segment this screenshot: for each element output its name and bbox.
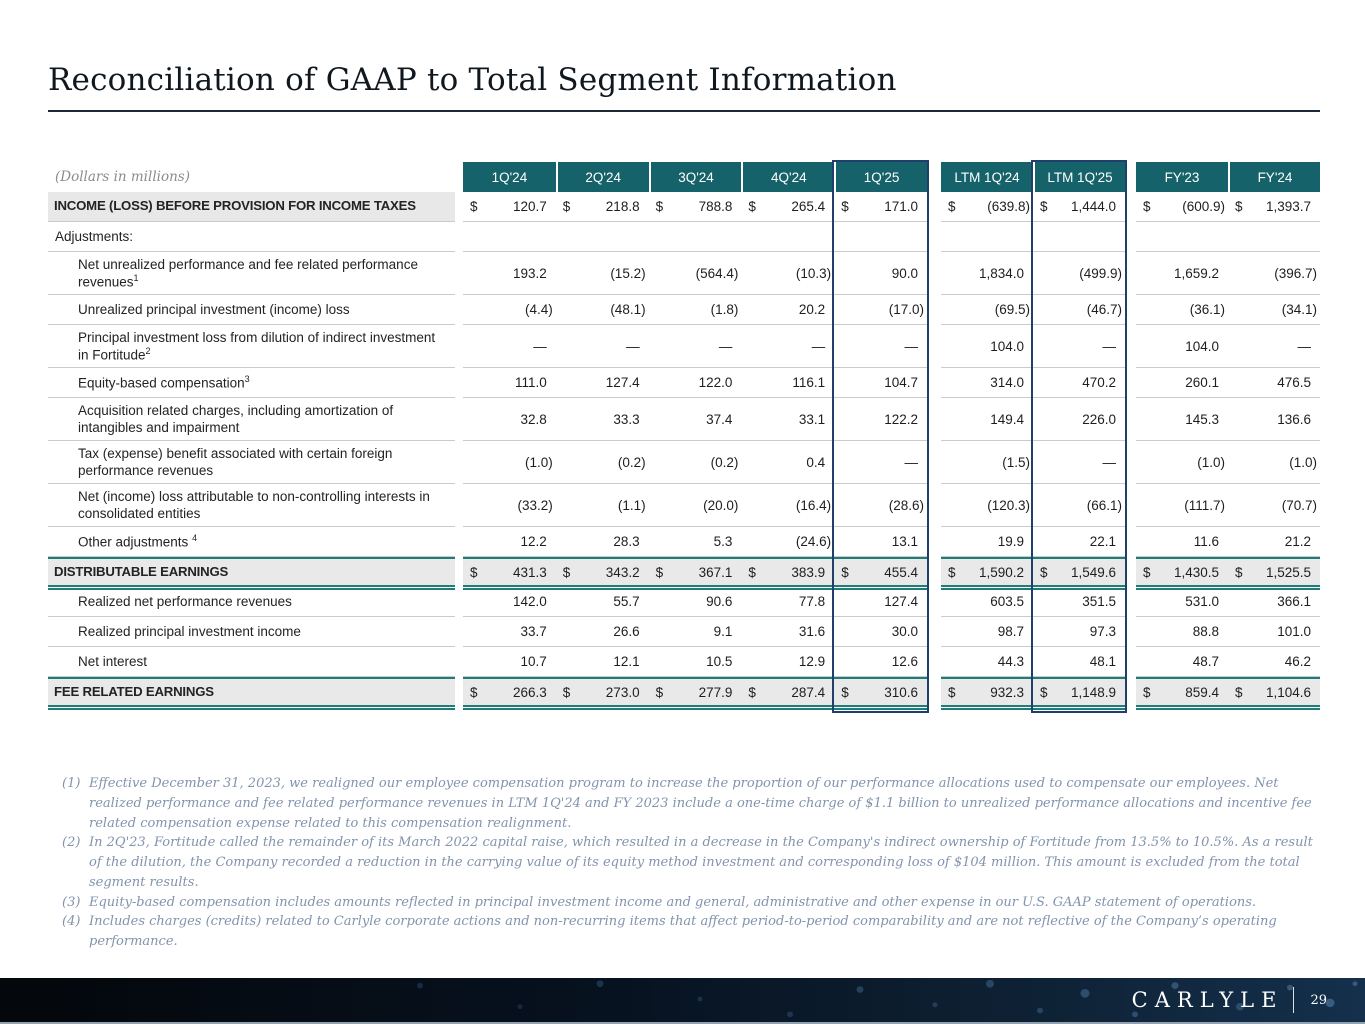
value-cell: $ 932.3 xyxy=(948,684,1024,700)
value-cell: 1,834.0 xyxy=(978,265,1024,281)
value-cell: (46.7) xyxy=(1086,302,1122,317)
value-cell: (499.9) xyxy=(1079,265,1122,281)
table-body xyxy=(48,162,1320,707)
value-cell: $ 287.4 xyxy=(748,684,826,700)
footnote: (2) In 2Q'23, Fortitude called the remainder of its March 2022 capital raise, which resulted in a decrease in the Company's indirect ownership of Fortitude from 13.5% to 10.5%. As a result of the dilution, the Company recorded a reduction in the carrying value of its equity method investment and corresponding loss of $104 million. This amount is excluded from the total segment results. xyxy=(62,835,1313,890)
value-cell: — xyxy=(1102,338,1116,354)
row-label: Net (income) loss attributable to non-controlling interests in consolidated entities xyxy=(78,489,430,521)
value-cell: 12.9 xyxy=(798,654,826,669)
value-cell: $ 788.8 xyxy=(655,199,733,214)
value-cell: $ 277.9 xyxy=(655,684,733,700)
value-cell: 127.4 xyxy=(884,594,918,609)
table-row xyxy=(48,398,1320,441)
value-cell: 30.0 xyxy=(891,624,918,639)
value-cell: 55.7 xyxy=(613,594,640,609)
value-cell: (20.0) xyxy=(703,497,739,513)
column-header: FY'23 xyxy=(1136,162,1228,192)
value-cell: $ 1,525.5 xyxy=(1235,564,1311,580)
value-cell: $ 859.4 xyxy=(1143,684,1219,700)
value-cell: 13.1 xyxy=(891,534,918,549)
column-header: 1Q'24 xyxy=(463,162,556,192)
value-cell: (69.5) xyxy=(994,302,1030,317)
value-cell: 104.0 xyxy=(990,338,1024,354)
value-cell xyxy=(941,222,1033,251)
value-cell: (1.0) xyxy=(1289,454,1317,470)
value-cell: 122.0 xyxy=(698,375,733,390)
value-cell: (1.1) xyxy=(617,497,646,513)
table-row xyxy=(48,677,1320,707)
value-cell: 19.9 xyxy=(997,534,1024,549)
value-cell: 12.2 xyxy=(520,534,547,549)
page-title: Reconciliation of GAAP to Total Segment Information xyxy=(48,62,897,98)
value-cell: 603.5 xyxy=(990,594,1024,609)
value-cell: 101.0 xyxy=(1277,624,1311,639)
value-cell: 136.6 xyxy=(1277,411,1311,427)
value-cell: 97.3 xyxy=(1089,624,1116,639)
table-row xyxy=(48,647,1320,677)
value-cell: 88.8 xyxy=(1192,624,1219,639)
column-header: 1Q'25 xyxy=(834,162,927,192)
title-rule xyxy=(48,110,1320,112)
value-cell: (111.7) xyxy=(1184,497,1225,513)
row-label: DISTRIBUTABLE EARNINGS xyxy=(54,563,229,579)
column-header: 2Q'24 xyxy=(556,162,649,192)
value-cell: (564.4) xyxy=(695,265,739,281)
row-label: Tax (expense) benefit associated with certain foreign performance revenues xyxy=(78,446,393,478)
value-cell: 12.1 xyxy=(613,654,640,669)
footnote: (4) Includes charges (credits) related to Carlyle corporate actions and non-recurring items that affect period-to-period comparability and are not reflective of the Company’s operating performance. xyxy=(62,914,1277,949)
value-cell: (15.2) xyxy=(610,265,646,281)
value-cell: $ 273.0 xyxy=(562,684,640,700)
carlyle-logo: CARLYLE xyxy=(1131,988,1284,1012)
table-row xyxy=(48,441,1320,484)
value-cell: 142.0 xyxy=(513,594,547,609)
value-cell: (10.3) xyxy=(795,265,832,281)
value-cell xyxy=(741,222,834,251)
column-header: LTM 1Q'25 xyxy=(1033,162,1125,192)
value-cell: 9.1 xyxy=(713,624,733,639)
table-row xyxy=(48,192,1320,222)
value-cell: $ 1,393.7 xyxy=(1235,199,1311,214)
table-row xyxy=(48,587,1320,617)
value-cell: (396.7) xyxy=(1274,265,1317,281)
value-cell: — xyxy=(811,338,826,354)
value-cell: (48.1) xyxy=(610,302,646,317)
value-cell: 314.0 xyxy=(990,375,1024,390)
value-cell: (33.2) xyxy=(517,497,553,513)
value-cell: 10.5 xyxy=(706,654,733,669)
value-cell: 127.4 xyxy=(605,375,640,390)
table-header-row xyxy=(48,162,1320,192)
value-cell: (1.0) xyxy=(525,454,553,470)
value-cell: 44.3 xyxy=(997,654,1024,669)
value-cell xyxy=(463,222,556,251)
value-cell: 11.6 xyxy=(1193,534,1219,549)
value-cell: $ 266.3 xyxy=(470,684,547,700)
value-cell: 226.0 xyxy=(1082,411,1116,427)
value-cell: 33.1 xyxy=(798,411,826,427)
value-cell: (0.2) xyxy=(710,454,739,470)
value-cell: 366.1 xyxy=(1277,594,1311,609)
value-cell: 470.2 xyxy=(1082,375,1116,390)
value-cell: 145.3 xyxy=(1185,411,1219,427)
value-cell: 90.6 xyxy=(706,594,733,609)
value-cell: (70.7) xyxy=(1281,497,1317,513)
footnotes xyxy=(62,774,1314,952)
value-cell: $ 431.3 xyxy=(470,564,547,580)
value-cell: 48.7 xyxy=(1192,654,1219,669)
value-cell: — xyxy=(533,338,547,354)
value-cell: 21.2 xyxy=(1284,534,1311,549)
value-cell: $ 218.8 xyxy=(562,199,640,214)
value-cell: $ 310.6 xyxy=(841,684,918,700)
value-cell: (1.0) xyxy=(1197,454,1225,470)
value-cell: $ 343.2 xyxy=(562,564,640,580)
value-cell: 111.0 xyxy=(515,375,547,390)
value-cell: 32.8 xyxy=(520,411,547,427)
table-row xyxy=(48,527,1320,557)
value-cell: (16.4) xyxy=(795,497,832,513)
value-cell: 33.7 xyxy=(520,624,547,639)
value-cell: $ 455.4 xyxy=(841,564,918,580)
value-cell: 260.1 xyxy=(1185,375,1219,390)
value-cell: — xyxy=(904,454,918,470)
row-label: FEE RELATED EARNINGS xyxy=(54,683,214,699)
table-row xyxy=(48,484,1320,527)
value-cell: (34.1) xyxy=(1281,302,1317,317)
table-row xyxy=(48,222,1320,252)
column-header: LTM 1Q'24 xyxy=(941,162,1033,192)
value-cell: (17.0) xyxy=(888,302,924,317)
value-cell: 476.5 xyxy=(1277,375,1311,390)
column-header: FY'24 xyxy=(1228,162,1320,192)
value-cell: 116.1 xyxy=(792,375,826,390)
value-cell: (66.1) xyxy=(1086,497,1122,513)
value-cell: 26.6 xyxy=(613,624,640,639)
table-row xyxy=(48,557,1320,587)
row-label: Net unrealized performance and fee related performance revenues$^1$ xyxy=(78,256,418,290)
value-cell: $ 383.9 xyxy=(748,564,826,580)
page-number: 29 xyxy=(1310,992,1327,1008)
value-cell: (1.5) xyxy=(1002,454,1030,470)
table-row xyxy=(48,617,1320,647)
value-cell: 31.6 xyxy=(798,624,826,639)
value-cell: 5.3 xyxy=(713,534,733,549)
value-cell xyxy=(556,222,649,251)
value-cell: (0.2) xyxy=(617,454,646,470)
value-cell xyxy=(1033,222,1125,251)
value-cell: 98.7 xyxy=(997,624,1024,639)
value-cell: 20.2 xyxy=(798,302,826,317)
value-cell: $ 1,430.5 xyxy=(1143,564,1219,580)
value-cell: 28.3 xyxy=(613,534,640,549)
value-cell: $ 1,444.0 xyxy=(1040,199,1116,214)
value-cell: 46.2 xyxy=(1284,654,1311,669)
value-cell: (120.3) xyxy=(987,497,1030,513)
value-cell: (36.1) xyxy=(1189,302,1225,317)
value-cell: (1.8) xyxy=(710,302,739,317)
value-cell: 90.0 xyxy=(891,265,918,281)
row-label: Principal investment loss from dilution of indirect investment in Fortitude$^2$ xyxy=(78,329,436,363)
row-label: Acquisition related charges, including amortization of intangibles and impairment xyxy=(78,403,394,435)
value-cell: 37.4 xyxy=(706,411,733,427)
value-cell: 1,659.2 xyxy=(1173,265,1219,281)
value-cell: — xyxy=(626,338,640,354)
column-header: 3Q'24 xyxy=(649,162,742,192)
value-cell: 104.7 xyxy=(884,375,918,390)
row-label: Other adjustments $^4$ xyxy=(78,532,198,550)
value-cell: 10.7 xyxy=(520,654,547,669)
footer-divider xyxy=(1293,987,1294,1013)
value-cell: 48.1 xyxy=(1089,654,1116,669)
reconciliation-table xyxy=(48,162,1320,707)
value-cell: $ 367.1 xyxy=(655,564,733,580)
value-cell: $ 1,549.6 xyxy=(1040,564,1116,580)
value-cell: 351.5 xyxy=(1082,594,1116,609)
value-cell xyxy=(834,222,927,251)
row-label: Realized principal investment income xyxy=(78,624,301,639)
column-header: 4Q'24 xyxy=(741,162,834,192)
value-cell: 0.4 xyxy=(806,454,826,470)
value-cell: 149.4 xyxy=(990,411,1024,427)
value-cell: 77.8 xyxy=(798,594,826,609)
value-cell: 193.2 xyxy=(513,265,547,281)
value-cell: 12.6 xyxy=(891,654,918,669)
value-cell: $ 1,104.6 xyxy=(1235,684,1311,700)
value-cell: — xyxy=(1102,454,1116,470)
value-cell: $ 265.4 xyxy=(748,199,826,214)
row-label: Unrealized principal investment (income) loss xyxy=(78,302,350,317)
table-row xyxy=(48,325,1320,368)
value-cell: (24.6) xyxy=(795,534,832,549)
value-cell: — xyxy=(904,338,918,354)
value-cell: $ 171.0 xyxy=(841,199,918,214)
row-label: Equity-based compensation$^3$ xyxy=(78,373,250,391)
value-cell: 531.0 xyxy=(1185,594,1219,609)
value-cell: (28.6) xyxy=(888,497,924,513)
value-cell: 122.2 xyxy=(884,411,918,427)
footnote: (3) Equity-based compensation includes amounts reflected in principal investment income and general, administrative and other expense in our U.S. GAAP statement of operations. xyxy=(62,894,1257,910)
value-cell: 104.0 xyxy=(1185,338,1219,354)
value-cell xyxy=(649,222,742,251)
value-cell xyxy=(1228,222,1320,251)
units-note: (Dollars in millions) xyxy=(55,169,190,185)
row-label: Net interest xyxy=(78,654,148,669)
value-cell: $ (639.8) xyxy=(948,199,1030,214)
value-cell: $ (600.9) xyxy=(1143,199,1225,214)
table-row xyxy=(48,295,1320,325)
table-row xyxy=(48,252,1320,295)
row-label: Realized net performance revenues xyxy=(78,594,292,609)
value-cell: $ 1,148.9 xyxy=(1040,684,1116,700)
value-cell: 33.3 xyxy=(613,411,640,427)
value-cell xyxy=(1136,222,1228,251)
row-label: Adjustments: xyxy=(55,229,134,244)
value-cell: — xyxy=(718,338,733,354)
value-cell: $ 1,590.2 xyxy=(948,564,1024,580)
value-cell: — xyxy=(1297,338,1311,354)
table-row xyxy=(48,368,1320,398)
value-cell: 22.1 xyxy=(1089,534,1116,549)
footer-bar xyxy=(0,978,1365,1024)
value-cell: $ 120.7 xyxy=(470,199,547,214)
footnote: (1) Effective December 31, 2023, we realigned our employee compensation program to increase the proportion of our performance allocations used to compensate our employees. Net realized performance and fee related performance revenues in LTM 1Q'24 and FY 2023 include a one-time charge of $1.1 billion to unrealized performance allocations and incentive fee related compensation expense related to this compensation realignment. xyxy=(62,776,1312,831)
value-cell: (4.4) xyxy=(525,302,553,317)
row-label: INCOME (LOSS) BEFORE PROVISION FOR INCOME TAXES xyxy=(54,198,416,214)
